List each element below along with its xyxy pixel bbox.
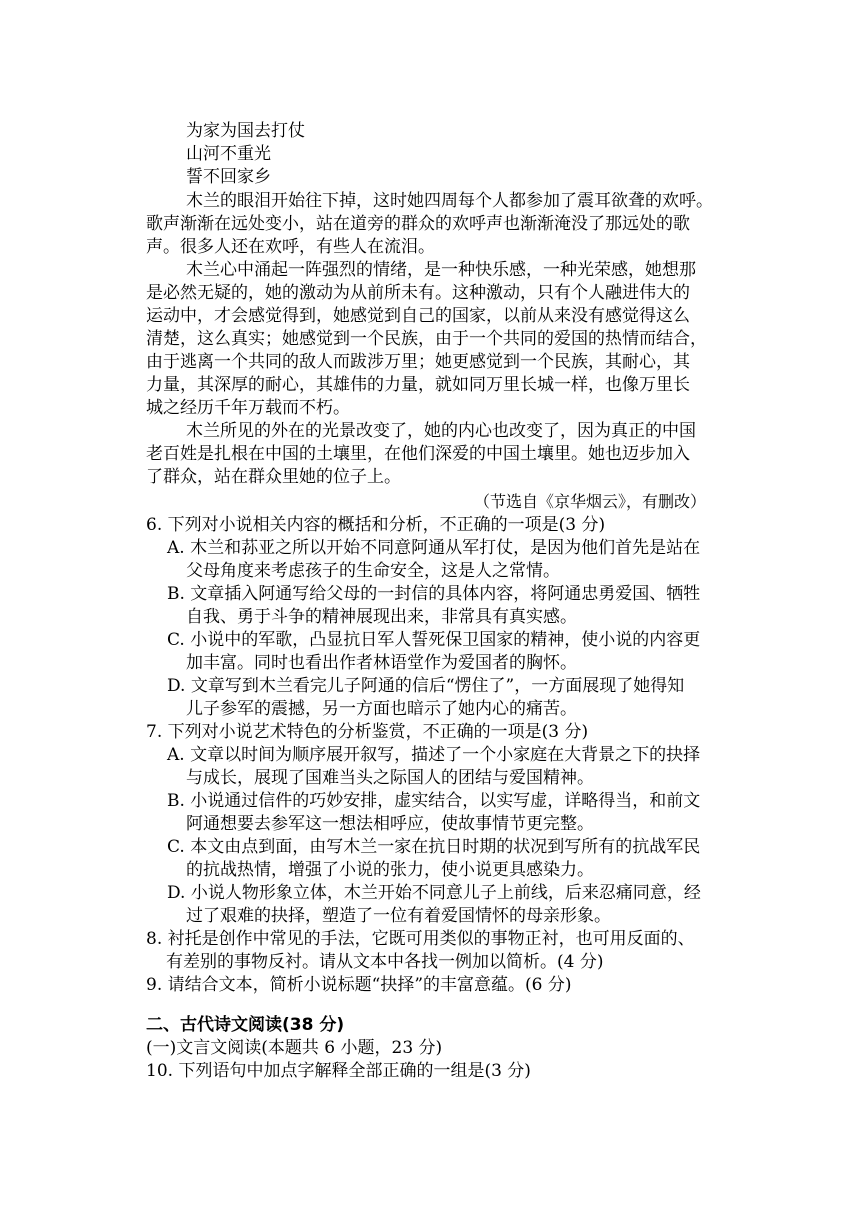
- section-heading: 二、古代诗文阅读(38 分): [146, 1015, 345, 1035]
- question-7-option-c: C. 本文由点到面，由写木兰一家在抗日时期的状况到写所有的抗战军民: [167, 837, 701, 857]
- passage-line: 力量，其深厚的耐心，其雄伟的力量，就如同万里长城一样，也像万里长: [146, 375, 690, 395]
- question-6-option-d: D. 文章写到木兰看完儿子阿通的信后“愣住了”，一方面展现了她得知: [167, 676, 685, 696]
- question-7-option-a: A. 文章以时间为顺序展开叙写，描述了一个小家庭在大背景之下的抉择: [167, 745, 701, 765]
- source-note: （节选自《京华烟云》，有删改）: [474, 492, 707, 511]
- poem-line: 为家为国去打仗: [186, 121, 305, 141]
- question-6-option-c: C. 小说中的军歌，凸显抗日军人誓死保卫国家的精神，使小说的内容更: [167, 630, 701, 650]
- passage-line: 木兰所见的外在的光景改变了，她的内心也改变了，因为真正的中国: [186, 421, 696, 441]
- question-7-option-a-cont: 与成长，展现了国难当头之际国人的团结与爱国精神。: [186, 768, 594, 788]
- passage-line: 清楚，这么真实；她感觉到一个民族，由于一个共同的爱国的热情而结合，: [146, 329, 707, 349]
- passage-line: 城之经历千年万载而不朽。: [146, 398, 350, 418]
- question-7-stem: 7. 下列对小说艺术特色的分析鉴赏，不正确的一项是(3 分): [146, 722, 589, 742]
- question-9: 9. 请结合文本，简析小说标题“抉择”的丰富意蕴。(6 分): [146, 975, 572, 995]
- subsection-heading: (一)文言文阅读(本题共 6 小题，23 分): [146, 1038, 443, 1058]
- question-7-option-d-cont: 过了艰难的抉择，塑造了一位有着爱国情怀的母亲形象。: [186, 906, 611, 926]
- passage-line: 运动中，才会感觉得到，她感觉到自己的国家，以前从来没有感觉得这么: [146, 306, 690, 326]
- passage-line: 老百姓是扎根在中国的土壤里，在他们深爱的中国土壤里。她也迈步加入: [146, 444, 690, 464]
- question-6-option-b-cont: 自我、勇于斗争的精神展现出来，非常具有真实感。: [186, 607, 577, 627]
- poem-line: 誓不回家乡: [186, 167, 271, 187]
- question-8-cont: 有差别的事物反衬。请从文本中各找一例加以简析。(4 分): [166, 952, 604, 972]
- question-6-option-a: A. 木兰和荪亚之所以开始不同意阿通从军打仗，是因为他们首先是站在: [167, 538, 701, 558]
- question-6-option-c-cont: 加丰富。同时也看出作者林语堂作为爱国者的胸怀。: [186, 653, 577, 673]
- question-7-option-c-cont: 的抗战热情，增强了小说的张力，使小说更具感染力。: [186, 860, 594, 880]
- question-8: 8. 衬托是创作中常见的手法，它既可用类似的事物正衬，也可用反面的、: [146, 929, 695, 949]
- question-6-option-a-cont: 父母角度来考虑孩子的生命安全，这是人之常情。: [186, 561, 560, 581]
- question-7-option-b: B. 小说通过信件的巧妙安排，虚实结合，以实写虚，详略得当，和前文: [167, 791, 701, 811]
- question-6-option-d-cont: 儿子参军的震撼，另一方面也暗示了她内心的痛苦。: [186, 699, 577, 719]
- poem-line: 山河不重光: [186, 144, 271, 164]
- passage-line: 是必然无疑的，她的激动为从前所未有。这种激动，只有个人融进伟大的: [146, 283, 690, 303]
- passage-line: 木兰心中涌起一阵强烈的情绪，是一种快乐感，一种光荣感，她想那: [186, 260, 696, 280]
- passage-line: 歌声渐渐在远处变小，站在道旁的群众的欢呼声也渐渐淹没了那远处的歌: [146, 214, 690, 234]
- passage-line: 由于逃离一个共同的敌人而跋涉万里；她更感觉到一个民族，其耐心，其: [146, 352, 690, 372]
- question-6-option-b: B. 文章插入阿通写给父母的一封信的具体内容，将阿通忠勇爱国、牺牲: [167, 584, 701, 604]
- question-6-stem: 6. 下列对小说相关内容的概括和分析，不正确的一项是(3 分): [146, 515, 606, 535]
- passage-line: 了群众，站在群众里她的位子上。: [146, 467, 401, 487]
- question-7-option-b-cont: 阿通想要去参军这一想法相呼应，使故事情节更完整。: [186, 814, 594, 834]
- question-7-option-d: D. 小说人物形象立体，木兰开始不同意儿子上前线，后来忍痛同意，经: [167, 883, 701, 903]
- question-10-stem: 10. 下列语句中加点字解释全部正确的一组是(3 分): [146, 1061, 531, 1081]
- passage-line: 声。很多人还在欢呼，有些人在流泪。: [146, 237, 435, 257]
- passage-line: 木兰的眼泪开始往下掉，这时她四周每个人都参加了震耳欲聋的欢呼。: [186, 191, 713, 211]
